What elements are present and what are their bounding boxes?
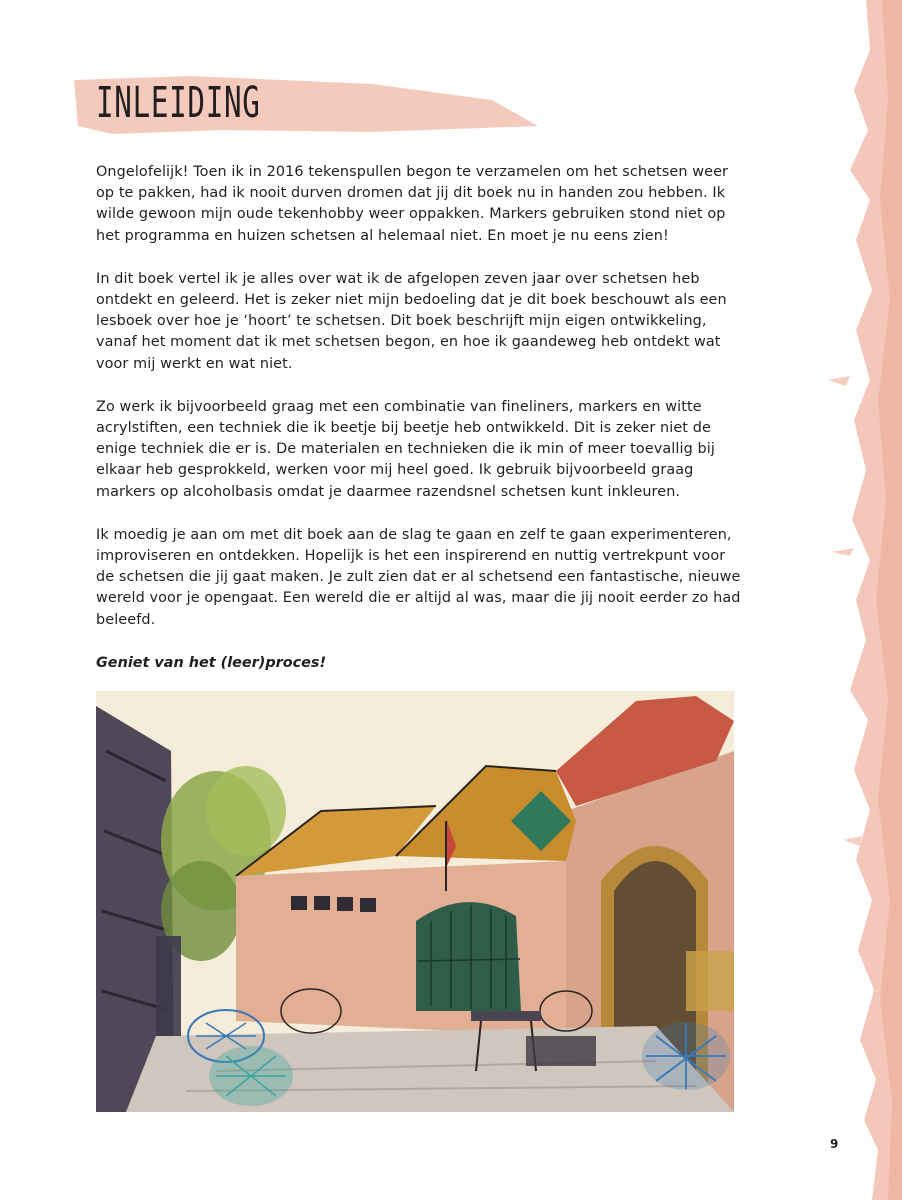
- paragraph: Zo werk ik bijvoorbeeld graag met een combinatie van fineliners, markers en witte acrylstiften, een techniek die ik beetje bij beetje heb ontwikkeld. Dit is zeker niet de enige techniek die er is. De materialen en technieken die ik min of meer toevallig bij elkaar heb gesprokkeld, werken voor mij heel goed. Ik gebruik bijvoorbeeld graag markers op alcoholbasis omdat je daarmee razendsnel schetsen kunt inkleuren.: [96, 398, 715, 500]
- page-number: 9: [830, 1137, 839, 1151]
- paragraph: In dit boek vertel ik je alles over wat ik de afgelopen zeven jaar over schetsen heb ontdekt en geleerd. Het is zeker niet mijn bedoeling dat je dit boek beschouwt als een lesboek over hoe je ‘hoort’ te schetsen. Dit boek beschrijft mijn eigen ontwikkeling, vanaf het moment dat ik met schetsen begon, en hoe ik gaandeweg heb ontdekt wat voor mij werkt en wat niet.: [96, 270, 727, 372]
- intro-body: [96, 162, 746, 674]
- paragraph: Ik moedig je aan om met dit boek aan de slag te gaan en zelf te gaan experimenteren, improviseren en ontdekken. Hopelijk is het een inspirerend en nuttig vertrekpunt voor de schetsen die jij gaat maken. Je zult zien dat er al schetsend een fantastische, nieuwe wereld voor je opengaat. Een wereld die er altijd al was, maar die jij nooit eerder zo had beleefd.: [96, 526, 741, 628]
- chapter-heading: INLEIDING: [96, 78, 261, 128]
- watercolor-edge-decoration: [820, 0, 902, 1200]
- heading-block: [72, 72, 542, 142]
- building-courtyard-sketch: [96, 691, 734, 1112]
- paragraph: Ongelofelijk! Toen ik in 2016 tekenspullen begon te verzamelen om het schetsen weer op te pakken, had ik nooit durven dromen dat jij dit boek nu in handen zou hebben. Ik wilde gewoon mijn oude tekenhobby weer oppakken. Markers gebruiken stond niet op het programma en huizen schetsen al helemaal niet. En moet je nu eens zien!: [96, 164, 729, 244]
- closing-line: Geniet van het (leer)proces!: [96, 654, 327, 671]
